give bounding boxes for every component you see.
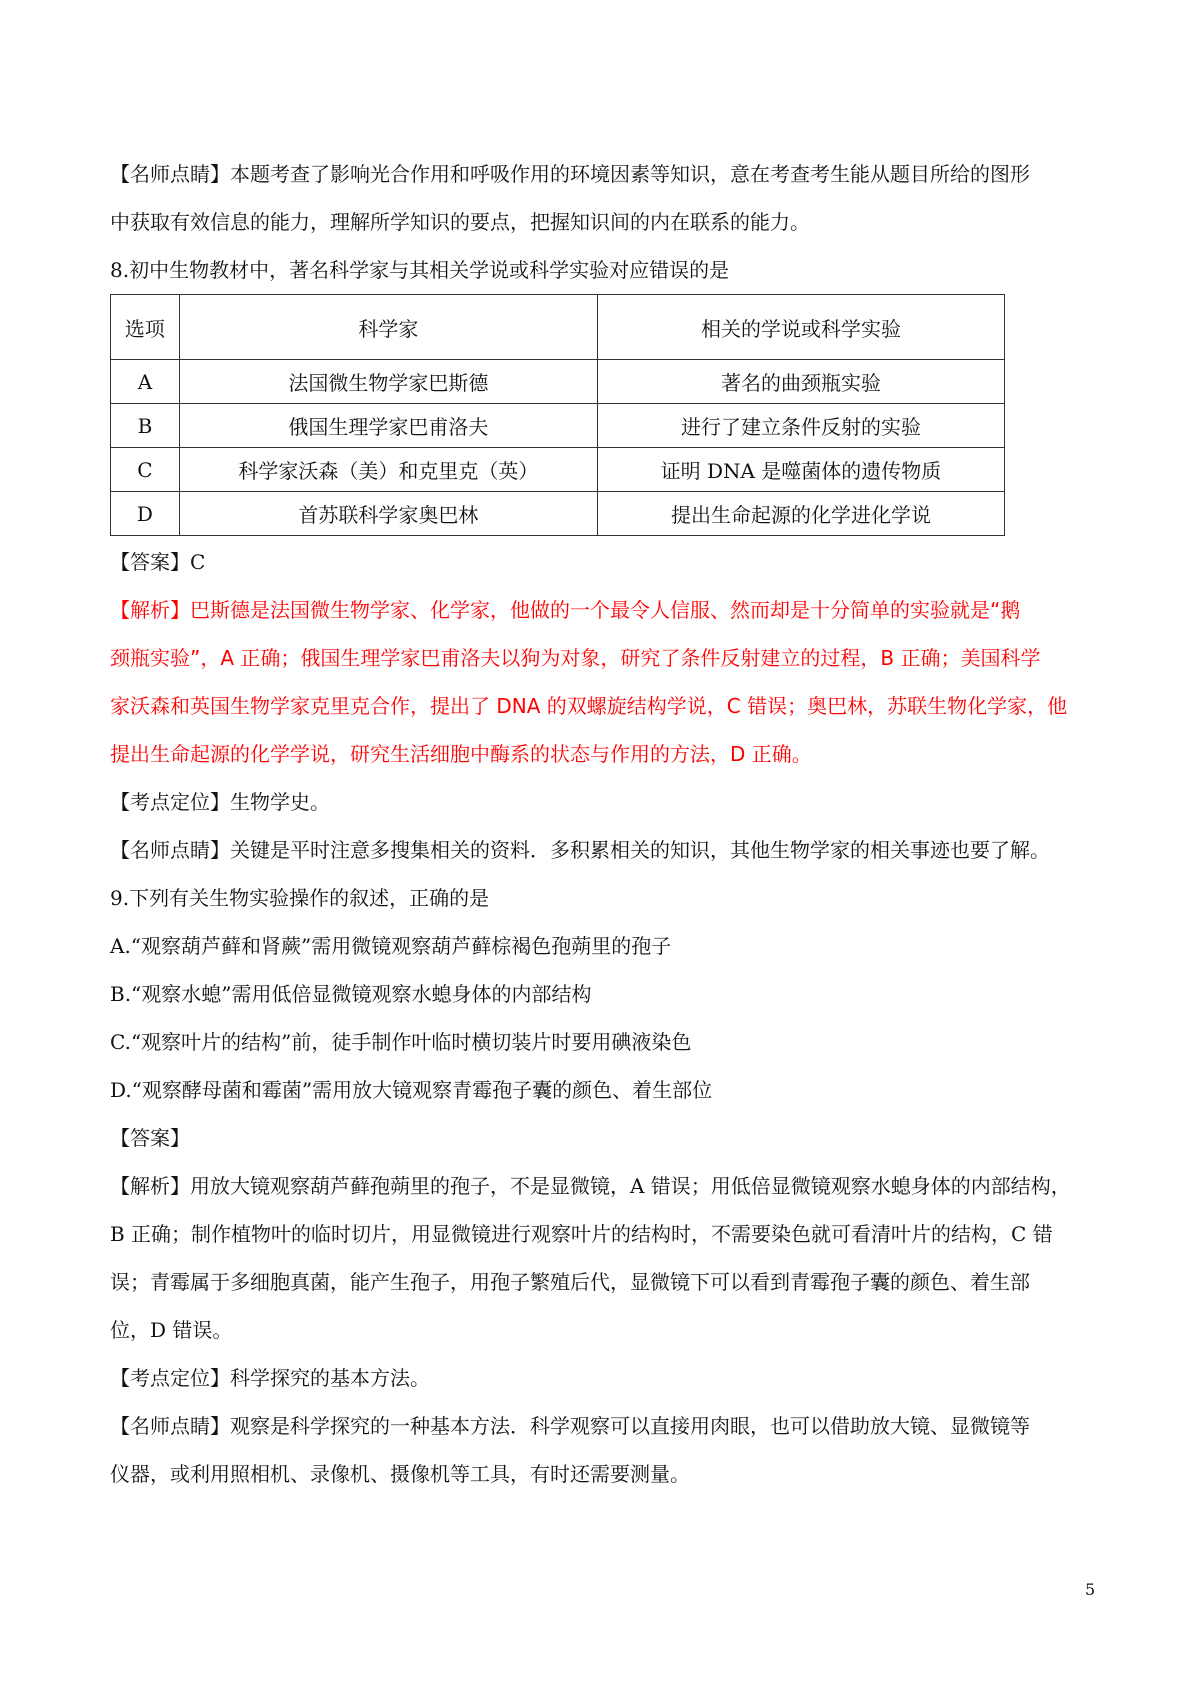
analysis-line: 【解析】巴斯德是法国微生物学家、化学家，他做的一个最令人信服、然而却是十分简单的实验就是“鹅	[110, 598, 1021, 622]
answer-8: 【答案】C	[110, 550, 206, 574]
analysis-line: 位，D 错误。	[110, 1318, 233, 1342]
table-cell: D	[111, 492, 180, 536]
question-8: 8.初中生物教材中，著名科学家与其相关学说或科学实验对应错误的是	[110, 258, 730, 282]
header-cell: 科学家	[179, 295, 597, 360]
table-cell: 提出生命起源的化学进化学说	[597, 492, 1004, 536]
tip-line: 【名师点睛】本题考查了影响光合作用和呼吸作用的环境因素等知识，意在考查考生能从题目所给的图形	[110, 162, 1030, 186]
header-cell: 相关的学说或科学实验	[597, 295, 1004, 360]
option-c: C.“观察叶片的结构”前，徒手制作叶临时横切装片时要用碘液染色	[110, 1030, 692, 1054]
answer-9: 【答案】	[110, 1126, 190, 1150]
analysis-line: 误；青霉属于多细胞真菌，能产生孢子，用孢子繁殖后代，显微镜下可以看到青霉孢子囊的颜色、着生部	[110, 1270, 1030, 1294]
table-cell: 证明 DNA 是噬菌体的遗传物质	[597, 448, 1004, 492]
analysis-line: 提出生命起源的化学学说，研究生活细胞中酶系的状态与作用的方法，D 正确。	[110, 742, 812, 766]
point-9: 【考点定位】科学探究的基本方法。	[110, 1366, 430, 1390]
table-row	[111, 404, 1005, 448]
option-b: B.“观察水螅”需用低倍显微镜观察水螅身体的内部结构	[110, 982, 592, 1006]
analysis-line: B 正确；制作植物叶的临时切片，用显微镜进行观察叶片的结构时，不需要染色就可看清叶片的结构，C 错	[110, 1222, 1053, 1246]
table-cell: 进行了建立条件反射的实验	[597, 404, 1004, 448]
question-9: 9.下列有关生物实验操作的叙述，正确的是	[110, 886, 490, 910]
table-cell: 著名的曲颈瓶实验	[597, 360, 1004, 404]
table-cell: C	[111, 448, 180, 492]
option-a: A.“观察葫芦藓和肾蕨”需用微镜观察葫芦藓棕褐色孢蒴里的孢子	[110, 934, 672, 958]
table-cell: 法国微生物学家巴斯德	[179, 360, 597, 404]
document-page	[110, 150, 1100, 1498]
tip-8: 【名师点睛】关键是平时注意多搜集相关的资料．多积累相关的知识，其他生物学家的相关事迹也要了解。	[110, 838, 1050, 862]
analysis-line: 家沃森和英国生物学家克里克合作，提出了 DNA 的双螺旋结构学说，C 错误；奥巴林，苏联生物化学家，他	[110, 694, 1068, 718]
point-8: 【考点定位】生物学史。	[110, 790, 330, 814]
analysis-line: 【解析】用放大镜观察葫芦藓孢蒴里的孢子，不是显微镜，A 错误；用低倍显微镜观察水螅身体的内部结构，	[110, 1174, 1071, 1198]
table-cell: 首苏联科学家奥巴林	[179, 492, 597, 536]
table-cell: 俄国生理学家巴甫洛夫	[179, 404, 597, 448]
table-cell: B	[111, 404, 180, 448]
analysis-line: 颈瓶实验”，A 正确；俄国生理学家巴甫洛夫以狗为对象，研究了条件反射建立的过程，B 正确；美国科学	[110, 646, 1041, 670]
table-row	[111, 448, 1005, 492]
table-row	[111, 492, 1005, 536]
table-header-row	[111, 295, 1005, 360]
table-row	[111, 360, 1005, 404]
tip-line: 中获取有效信息的能力，理解所学知识的要点，把握知识间的内在联系的能力。	[110, 210, 810, 234]
header-cell: 选项	[111, 295, 180, 360]
page-number: 5	[1085, 1580, 1096, 1599]
tip-line: 仪器，或利用照相机、录像机、摄像机等工具，有时还需要测量。	[110, 1462, 690, 1486]
tip-line: 【名师点睛】观察是科学探究的一种基本方法．科学观察可以直接用肉眼，也可以借助放大镜、显微镜等	[110, 1414, 1030, 1438]
table-cell: A	[111, 360, 180, 404]
table-cell: 科学家沃森（美）和克里克（英）	[179, 448, 597, 492]
option-d: D.“观察酵母菌和霉菌”需用放大镜观察青霉孢子囊的颜色、着生部位	[110, 1078, 713, 1102]
scientist-table	[110, 294, 1005, 536]
